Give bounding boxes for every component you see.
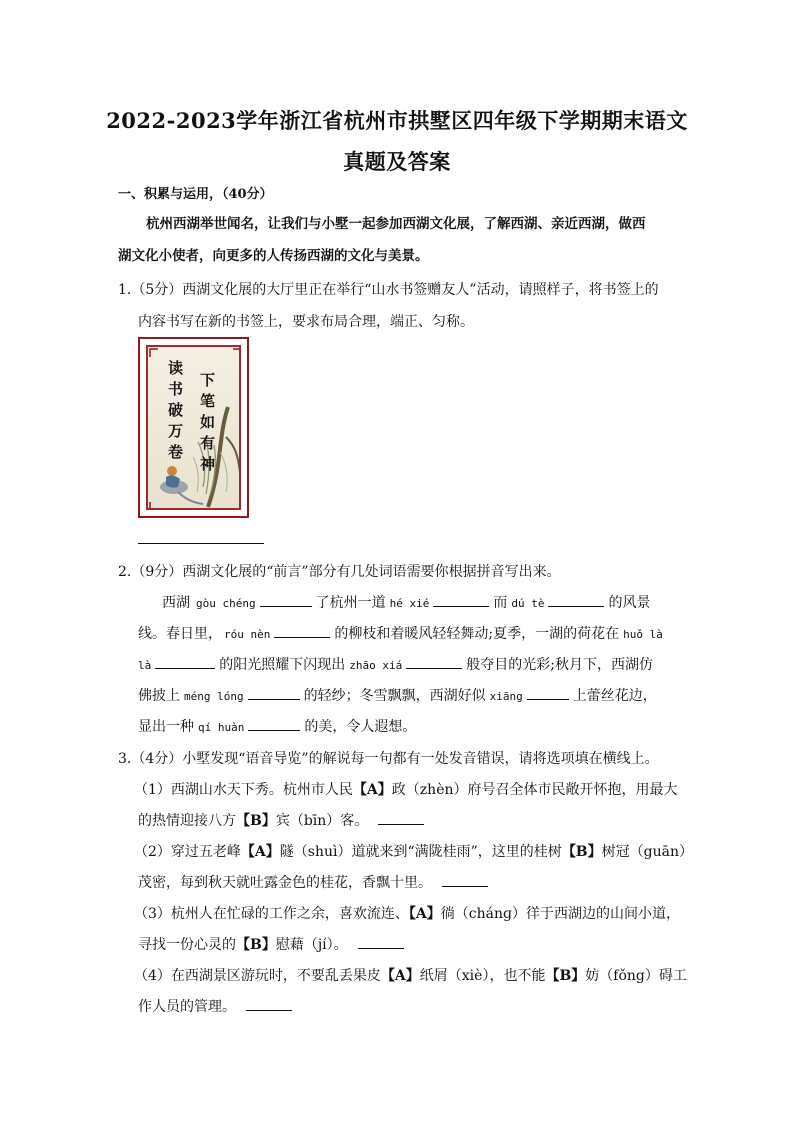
bookmark-char: 破 — [168, 401, 184, 419]
option-b-marker: 【B】 — [236, 937, 276, 953]
text: 宾（bīn）客。 — [275, 813, 369, 829]
bookmark-art — [148, 347, 241, 510]
text: 般夺目的光彩;秋月下，西湖仿 — [466, 657, 653, 673]
pinyin: qí huàn — [198, 721, 245, 734]
text: 线。春日里， — [138, 626, 222, 642]
bookmark-frame — [146, 345, 241, 510]
q2-line2 — [138, 625, 663, 644]
answer-blank[interactable] — [274, 625, 330, 638]
pinyin: huǒ là — [623, 628, 663, 641]
bookmark-char: 书 — [168, 380, 184, 398]
answer-blank[interactable] — [527, 687, 569, 700]
q1-line1: 1.（5分）西湖文化展的大厅里正在举行“山水书签赠友人”活动，请照样子，将书签上的 — [118, 282, 659, 298]
option-b-marker: 【B】 — [545, 968, 586, 984]
pinyin: róu nèn — [224, 628, 271, 641]
answer-blank[interactable] — [378, 812, 424, 825]
bookmark-char: 下 — [200, 371, 216, 389]
text: 徜（chánɡ）徉于西湖边的山间小道， — [440, 906, 680, 922]
text: 的风景 — [608, 595, 651, 611]
text: 慰藉（jí）。 — [275, 937, 348, 953]
section1-intro-line1: 杭州西湖举世闻名，让我们与小墅一起参加西湖文化展，了解西湖、亲近西湖，做西 — [146, 216, 646, 232]
pinyin: dú tè — [511, 597, 545, 610]
text: 妨（fǒng）碍工 — [585, 968, 687, 984]
text: 茂密，每到秋天就吐露金色的桂花，香飘十里。 — [138, 875, 432, 891]
text: 的美，令人遐想。 — [304, 719, 417, 735]
text: 政（zhèn）府号召全体市民敞开怀抱，用最大 — [391, 782, 678, 798]
q3-heading: 3.（4分）小墅发现“语音导览”的解说每一句都有一处发音错误，请将选项填在横线上。 — [118, 751, 659, 767]
text: 西湖 — [162, 595, 190, 611]
text: 树冠（guān） — [601, 844, 693, 860]
answer-blank[interactable] — [442, 874, 488, 887]
bookmark-image — [138, 337, 249, 518]
answer-blank[interactable] — [155, 656, 215, 669]
text: 隧（shuì）道就来到“满陇桂雨”，这里的桂树 — [279, 844, 562, 860]
pinyin: xiāng — [489, 690, 523, 703]
answer-blank[interactable] — [433, 594, 489, 607]
option-b-marker: 【B】 — [236, 813, 276, 829]
bookmark-char: 有 — [200, 434, 216, 452]
pinyin: méng lóng — [184, 690, 244, 703]
section1-heading: 一、积累与运用，（40分） — [118, 187, 273, 202]
text: 的轻纱；冬雪飘飘，西湖好似 — [303, 688, 486, 704]
pinyin: zhāo xiá — [349, 659, 403, 672]
option-a-marker: 【A】 — [352, 782, 392, 798]
text: 寻找一份心灵的 — [138, 937, 236, 953]
answer-blank[interactable] — [548, 594, 604, 607]
text: 而 — [493, 595, 508, 611]
q2-heading: 2.（9分）西湖文化展的“前言”部分有几处词语需要你根据拼音写出来。 — [118, 564, 561, 580]
answer-blank[interactable] — [248, 718, 300, 731]
section1-intro-line2: 湖文化小使者，向更多的人传扬西湖的文化与美景。 — [118, 248, 429, 264]
answer-blank[interactable] — [260, 594, 312, 607]
text: 的热情迎接八方 — [138, 813, 236, 829]
q2-line5 — [138, 718, 416, 737]
q3-s2-line1 — [134, 843, 693, 861]
text: （3）杭州人在忙碌的工作之余，喜欢流连、 — [134, 906, 409, 922]
answer-blank[interactable] — [358, 936, 404, 949]
q3-s1-line1 — [134, 781, 678, 799]
option-a-marker: 【A】 — [408, 906, 441, 922]
q3-s4-line2 — [138, 998, 296, 1016]
q2-line3 — [138, 656, 653, 675]
text: （4）在西湖景区游玩时，不要乱丢果皮 — [134, 968, 381, 984]
q1-line2: 内容书写在新的书签上，要求布局合理，端正、匀称。 — [138, 314, 474, 330]
q2-line4 — [138, 687, 657, 706]
option-a-marker: 【A】 — [380, 968, 420, 984]
option-b-marker: 【B】 — [561, 844, 602, 860]
text: 的阳光照耀下闪现出 — [219, 657, 346, 673]
option-a-marker: 【A】 — [240, 844, 280, 860]
bookmark-char: 如 — [200, 413, 216, 431]
bookmark-char: 万 — [168, 422, 184, 440]
text: （1）西湖山水天下秀。杭州市人民 — [134, 782, 353, 798]
answer-blank[interactable] — [406, 656, 462, 669]
text: 的柳枝和着暖风轻轻舞动;夏季，一湖的荷花在 — [334, 626, 620, 642]
q3-s1-line2 — [138, 812, 428, 830]
text: 显出一种 — [138, 719, 194, 735]
text: 了杭州一道 — [315, 595, 386, 611]
pinyin: là — [138, 659, 152, 672]
answer-blank[interactable] — [248, 687, 300, 700]
bookmark-char: 卷 — [168, 443, 184, 461]
q3-s4-line1 — [134, 967, 687, 985]
text: 作人员的管理。 — [138, 999, 236, 1015]
q3-s3-line1 — [134, 905, 680, 923]
bookmark-char: 神 — [200, 455, 216, 473]
pinyin: gòu chéng — [196, 597, 256, 610]
text: 上蕾丝花边， — [572, 688, 657, 704]
pinyin: hé xié — [389, 597, 430, 610]
page-title-line1: 2022-2023学年浙江省杭州市拱墅区四年级下学期期末语文 — [106, 108, 688, 133]
text: 纸屑（xiè），也不能 — [419, 968, 546, 984]
q2-line1 — [162, 594, 650, 613]
page-title-line2: 真题及答案 — [343, 149, 451, 174]
bookmark-char: 读 — [168, 359, 184, 377]
text: 佛披上 — [138, 688, 180, 704]
q3-s3-line2 — [138, 936, 408, 954]
answer-blank[interactable] — [246, 998, 292, 1011]
bookmark-answer-line[interactable] — [138, 543, 264, 544]
text: （2）穿过五老峰 — [134, 844, 241, 860]
bookmark-char: 笔 — [200, 392, 216, 410]
q3-s2-line2 — [138, 874, 492, 892]
